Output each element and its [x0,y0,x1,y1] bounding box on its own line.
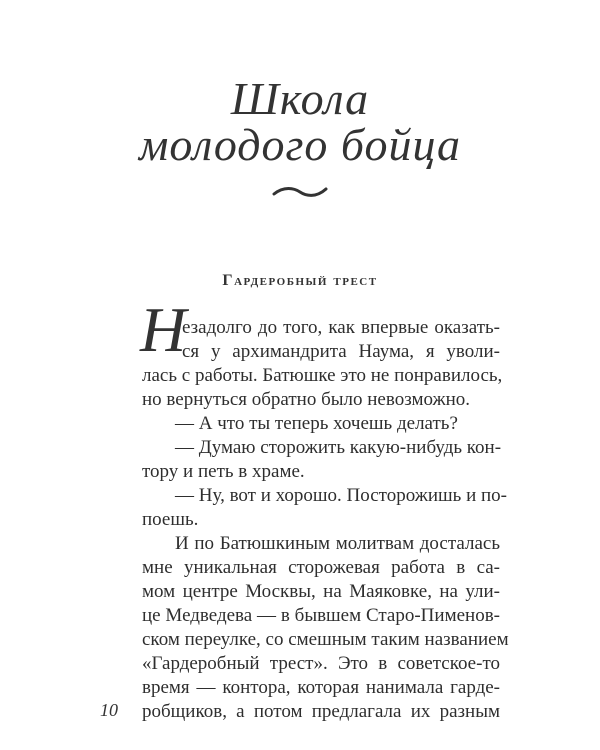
text-line: лась с работы. Батюшке это не понравилось, [142,365,503,386]
text-line: тору и петь в храме. [142,461,305,482]
text-line: мне уникальная сторожевая работа в са- [142,557,500,578]
text-line: езадолго до того, как впервые оказать- [182,317,500,338]
text-line: мом центре Москвы, на Маяковке, на ули- [142,581,500,602]
text-line: робщиков, а потом предлагала их разным [142,701,500,722]
text-line: И по Батюшкиным молитвам досталась [175,533,500,554]
text-line: но вернуться обратно было невозможно. [142,389,471,410]
text-line: поешь. [142,509,199,530]
text-line: — А что ты теперь хочешь делать? [175,413,458,434]
text-line: — Думаю сторожить какую-нибудь кон- [175,437,502,458]
chapter-title-line-1: Школа [230,73,370,124]
chapter-title-line-2: молодого бойца [138,119,462,170]
drop-cap: Н [140,294,187,365]
text-line: — Ну, вот и хорошо. Посторожишь и по- [175,485,507,506]
text-line: «Гардеробный трест». Это в советское-то [142,653,500,674]
page-number: 10 [100,700,118,720]
text-line: время — контора, которая нанимала гарде- [142,677,500,698]
flourish-ornament-icon [270,182,330,202]
text-line: ся у архимандрита Наума, я уволи- [182,341,500,362]
section-heading: Гардеробный трест [222,272,378,289]
text-line: ском переулке, со смешным таким названием [142,629,509,650]
text-line: це Медведева — в бывшем Старо-Пименов- [142,605,500,626]
